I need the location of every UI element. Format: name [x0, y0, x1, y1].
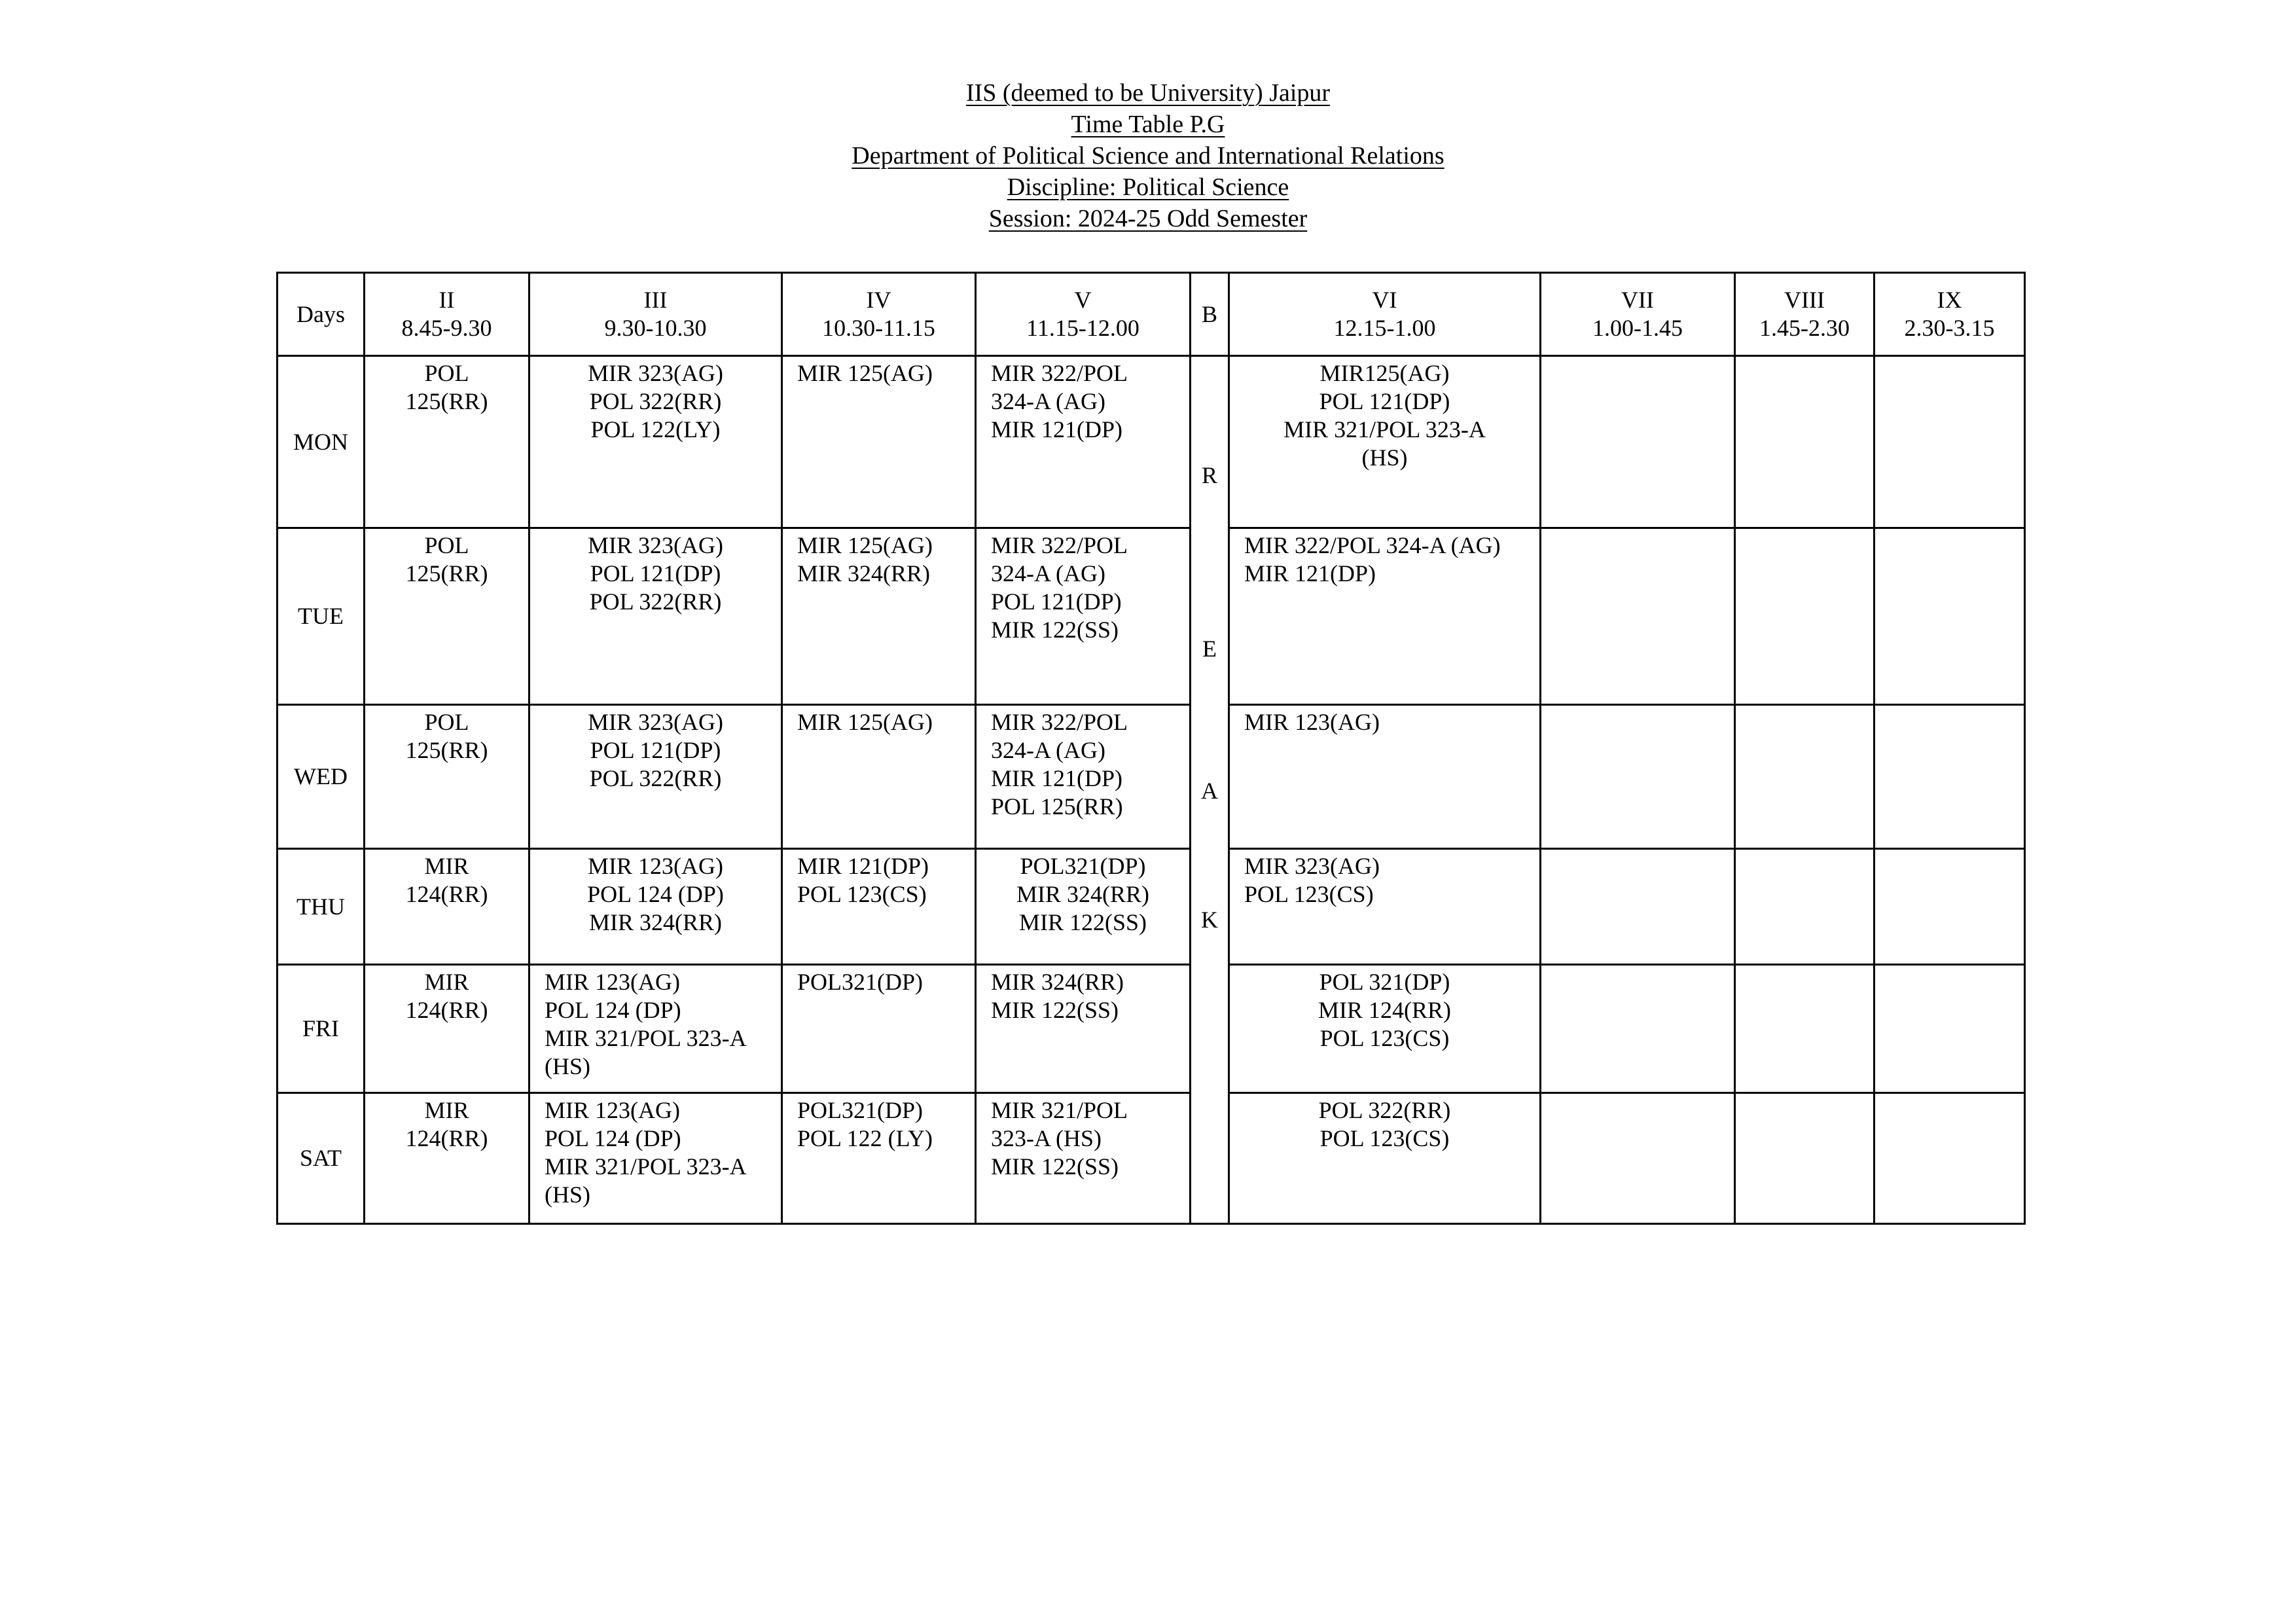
period-time: 11.15-12.00 — [1026, 315, 1139, 341]
class-entry: POL 322(RR) — [1318, 1097, 1451, 1123]
class-entry: MIR 123(AG) — [545, 1097, 680, 1123]
period-time: 12.15-1.00 — [1333, 315, 1436, 341]
class-entry: MIR 125(AG) — [797, 709, 933, 735]
class-entry: 125(RR) — [405, 388, 488, 414]
break-letter: K — [1201, 907, 1218, 933]
class-entry: POL — [424, 532, 469, 558]
class-entry: POL 121(DP) — [590, 560, 721, 586]
class-entry: MIR 121(DP) — [991, 416, 1123, 442]
timetable-slot — [782, 356, 976, 528]
class-entry: MIR 323(AG) — [588, 532, 723, 558]
timetable-row — [278, 965, 2025, 1093]
timetable-slot — [1874, 705, 2025, 849]
class-entry: MIR 122(SS) — [991, 997, 1119, 1023]
timetable-slot — [1229, 965, 1541, 1093]
class-entry: 324-A (AG) — [991, 388, 1105, 414]
class-entry: POL 124 (DP) — [545, 1125, 681, 1151]
break-label — [1191, 461, 1228, 934]
timetable-slot — [1541, 528, 1735, 705]
period-time: 9.30-10.30 — [604, 315, 707, 341]
timetable-slot — [1735, 849, 1874, 965]
day-cell: WED — [278, 705, 365, 849]
timetable-slot — [1874, 849, 2025, 965]
period-number: VIII — [1784, 287, 1825, 313]
timetable-slot — [782, 1093, 976, 1224]
timetable-slot — [1229, 528, 1541, 705]
class-entry: POL 121(DP) — [1319, 388, 1450, 414]
timetable-slot — [365, 849, 529, 965]
class-entry: MIR 322/POL 324-A (AG) — [1244, 532, 1501, 558]
class-entry: MIR 323(AG) — [588, 709, 723, 735]
class-entry: POL321(DP) — [797, 1097, 924, 1123]
period-header — [365, 273, 529, 356]
class-entry: MIR 324(RR) — [1016, 881, 1149, 907]
period-time: 1.45-2.30 — [1759, 315, 1850, 341]
class-entry: MIR125(AG) — [1319, 360, 1450, 386]
class-entry: (HS) — [545, 1053, 590, 1079]
class-entry: 125(RR) — [405, 737, 488, 763]
class-entry: POL 322(RR) — [589, 388, 722, 414]
break-letter: A — [1201, 778, 1218, 804]
class-entry: MIR 324(RR) — [797, 560, 931, 586]
session-name: Session: 2024-25 Odd Semester — [988, 205, 1308, 232]
timetable-slot — [1735, 705, 1874, 849]
class-entry: 124(RR) — [405, 1125, 488, 1151]
day-cell: TUE — [278, 528, 365, 705]
class-entry: POL 123(CS) — [797, 881, 927, 907]
timetable-slot — [1735, 1093, 1874, 1224]
timetable-header-row — [278, 273, 2025, 356]
timetable-slot — [1541, 849, 1735, 965]
class-entry: MIR 122(SS) — [1018, 909, 1147, 935]
class-entry: POL — [424, 709, 469, 735]
class-entry: MIR 121(DP) — [797, 853, 929, 879]
class-entry: MIR 324(RR) — [588, 909, 722, 935]
timetable-row — [278, 528, 2025, 705]
timetable-slot — [1541, 1093, 1735, 1224]
timetable-row — [278, 1093, 2025, 1224]
period-number: VI — [1372, 287, 1397, 313]
timetable-slot — [1229, 356, 1541, 528]
class-entry: POL 322(RR) — [589, 588, 722, 615]
class-entry: MIR 122(SS) — [991, 617, 1119, 643]
period-number: V — [1074, 287, 1092, 313]
class-entry: MIR 323(AG) — [1244, 853, 1380, 879]
timetable-slot — [529, 705, 782, 849]
timetable-slot — [976, 528, 1191, 705]
period-number: VII — [1621, 287, 1654, 313]
timetable-slot — [529, 528, 782, 705]
period-header — [976, 273, 1191, 356]
class-entry: POL 121(DP) — [991, 588, 1122, 615]
class-entry: POL 322(RR) — [589, 765, 722, 791]
timetable-slot — [976, 705, 1191, 849]
class-entry: (HS) — [1361, 444, 1408, 471]
class-entry: POL 123(CS) — [1244, 881, 1374, 907]
class-entry: MIR 123(AG) — [588, 853, 723, 879]
timetable-slot — [365, 965, 529, 1093]
timetable-slot — [365, 705, 529, 849]
class-entry: MIR — [424, 969, 469, 995]
day-cell: MON — [278, 356, 365, 528]
class-entry: POL 124 (DP) — [587, 881, 724, 907]
timetable-slot — [1735, 356, 1874, 528]
timetable-slot — [365, 1093, 529, 1224]
break-letter: E — [1202, 636, 1217, 662]
discipline-name: Discipline: Political Science — [1007, 173, 1289, 201]
class-entry: MIR 321/POL 323-A — [545, 1153, 747, 1180]
period-header — [782, 273, 976, 356]
class-entry: POL 123(CS) — [1319, 1125, 1450, 1151]
class-entry: MIR 125(AG) — [797, 360, 933, 386]
class-entry: 124(RR) — [405, 997, 488, 1023]
period-number: IX — [1937, 287, 1962, 313]
day-cell: SAT — [278, 1093, 365, 1224]
class-entry: POL 125(RR) — [991, 793, 1123, 820]
class-entry: MIR 322/POL — [991, 360, 1128, 386]
document-header — [0, 77, 2296, 234]
timetable-slot — [365, 528, 529, 705]
class-entry: POL 121(DP) — [590, 737, 721, 763]
class-entry: MIR 123(AG) — [1244, 709, 1380, 735]
class-entry: MIR — [424, 853, 469, 879]
period-number: IV — [866, 287, 891, 313]
period-header — [1735, 273, 1874, 356]
timetable-row — [278, 356, 2025, 528]
class-entry: POL321(DP) — [797, 969, 924, 995]
class-entry: MIR 121(DP) — [991, 765, 1123, 791]
period-header — [529, 273, 782, 356]
timetable-slot — [782, 528, 976, 705]
break-letter: R — [1201, 462, 1217, 488]
class-entry: MIR 322/POL — [991, 532, 1128, 558]
timetable-slot — [1874, 356, 2025, 528]
document-title: Time Table P.G — [1071, 111, 1225, 138]
timetable-row — [278, 849, 2025, 965]
break-column — [1191, 356, 1229, 1224]
timetable — [276, 272, 2026, 1225]
day-cell: THU — [278, 849, 365, 965]
class-entry: MIR 324(RR) — [991, 969, 1124, 995]
period-number: II — [439, 287, 455, 313]
class-entry: MIR 121(DP) — [1244, 560, 1376, 586]
period-time: 2.30-3.15 — [1904, 315, 1995, 341]
class-entry: 324-A (AG) — [991, 560, 1105, 586]
period-number: III — [643, 287, 668, 313]
class-entry: POL 122(LY) — [590, 416, 721, 442]
class-entry: MIR 122(SS) — [991, 1153, 1119, 1180]
timetable-slot — [1541, 705, 1735, 849]
class-entry: POL — [424, 360, 469, 386]
class-entry: POL321(DP) — [1020, 853, 1146, 879]
period-time: 8.45-9.30 — [401, 315, 492, 341]
timetable-slot — [1541, 356, 1735, 528]
timetable-slot — [1229, 849, 1541, 965]
class-entry: POL 321(DP) — [1319, 969, 1450, 995]
class-entry: POL 123(CS) — [1319, 1025, 1450, 1051]
class-entry: 324-A (AG) — [991, 737, 1105, 763]
class-entry: 125(RR) — [405, 560, 488, 586]
class-entry: MIR 123(AG) — [545, 969, 680, 995]
class-entry: 124(RR) — [405, 881, 488, 907]
timetable-slot — [529, 849, 782, 965]
class-entry: MIR 125(AG) — [797, 532, 933, 558]
timetable-slot — [976, 1093, 1191, 1224]
timetable-slot — [1874, 965, 2025, 1093]
day-cell: FRI — [278, 965, 365, 1093]
days-header: Days — [278, 273, 365, 356]
class-entry: MIR 321/POL 323-A — [545, 1025, 747, 1051]
timetable-slot — [976, 965, 1191, 1093]
timetable-slot — [529, 1093, 782, 1224]
class-entry: MIR 124(RR) — [1318, 997, 1451, 1023]
timetable-slot — [976, 849, 1191, 965]
department-name: Department of Political Science and International Relations — [852, 142, 1444, 170]
class-entry: MIR 321/POL — [991, 1097, 1128, 1123]
class-entry: MIR 321/POL 323-A — [1283, 416, 1486, 442]
period-time: 1.00-1.45 — [1592, 315, 1683, 341]
class-entry: (HS) — [545, 1182, 590, 1208]
timetable-row — [278, 705, 2025, 849]
timetable-slot — [1874, 528, 2025, 705]
timetable-slot — [1735, 965, 1874, 1093]
break-header: B — [1191, 273, 1229, 356]
timetable-body — [278, 356, 2025, 1224]
timetable-slot — [782, 965, 976, 1093]
timetable-slot — [529, 965, 782, 1093]
class-entry: MIR 323(AG) — [588, 360, 723, 386]
timetable-slot — [782, 705, 976, 849]
timetable-slot — [1541, 965, 1735, 1093]
timetable-slot — [976, 356, 1191, 528]
university-name: IIS (deemed to be University) Jaipur — [965, 79, 1331, 107]
timetable-slot — [1229, 705, 1541, 849]
class-entry: MIR 322/POL — [991, 709, 1128, 735]
class-entry: 323-A (HS) — [991, 1125, 1102, 1151]
timetable-slot — [1874, 1093, 2025, 1224]
class-entry: POL 124 (DP) — [545, 997, 681, 1023]
period-header — [1541, 273, 1735, 356]
period-header — [1229, 273, 1541, 356]
timetable-slot — [1229, 1093, 1541, 1224]
timetable-slot — [365, 356, 529, 528]
period-time: 10.30-11.15 — [822, 315, 935, 341]
timetable-slot — [782, 849, 976, 965]
period-header — [1874, 273, 2025, 356]
class-entry: POL 122 (LY) — [797, 1125, 933, 1151]
timetable-slot — [1735, 528, 1874, 705]
class-entry: MIR — [424, 1097, 469, 1123]
timetable-slot — [529, 356, 782, 528]
